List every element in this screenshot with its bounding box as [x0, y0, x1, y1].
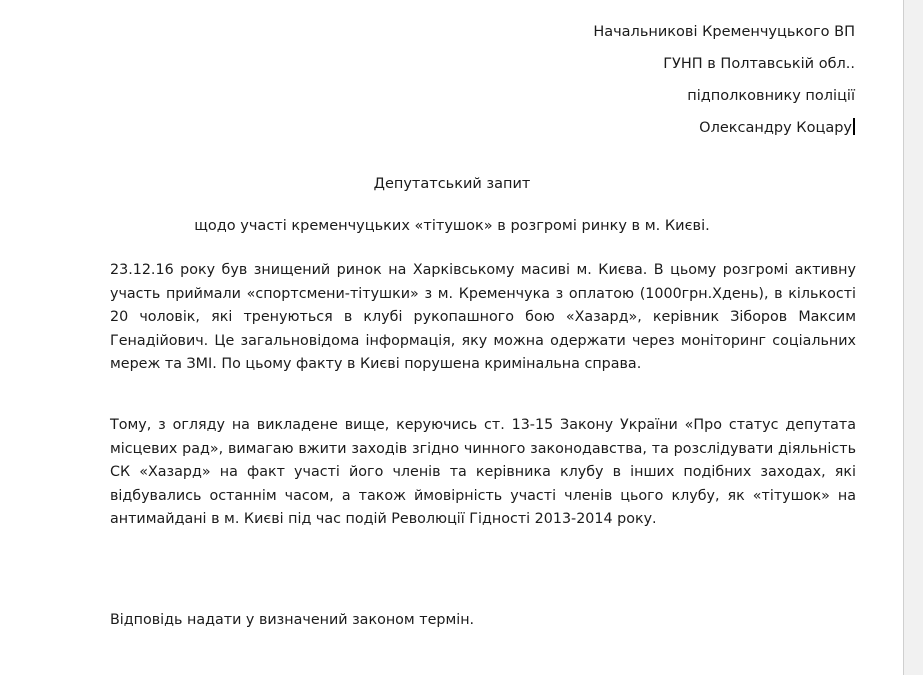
- addressee-line-2: ГУНП в Полтавській обл..: [663, 56, 855, 72]
- closing-line: Відповідь надати у визначений законом термін.: [110, 612, 475, 628]
- addressee-line-1: Начальникові Кременчуцького ВП: [593, 24, 855, 40]
- document-subtitle: щодо участі кременчуцьких «тітушок» в розгромі ринку в м. Києві.: [194, 218, 710, 234]
- body-paragraph-2: Тому, з огляду на викладене вище, керуючись ст. 13-15 Закону України «Про статус депутата місцевих рад», вимагаю вжити заходів згідно чинного законодавства, та розслідувати діяльність СК «Хазард» на факт участі його членів та керівника клубу в інших подібних заходах, які відбувались останнім часом, а також ймовірність участі членів цього клубу, як «тітушок» на антимайдані в м. Києві під час подій Революції Гідності 2013-2014 року.: [110, 417, 856, 527]
- addressee-name: Олександру Коцару: [699, 120, 852, 136]
- addressee-line-4: [593, 112, 855, 144]
- document-title: Депутатський запит: [373, 176, 531, 192]
- addressee-line-3: підполковнику поліції: [687, 88, 855, 104]
- body-paragraph-1: 23.12.16 року був знищений ринок на Харківському масиві м. Києва. В цьому розгромі активну участь приймали «спортсмени-тітушки» з м. Кременчука з оплатою (1000грн.Хдень), в кількості 20 чоловік, які тренуються в клубі рукопашного бою «Хазард», керівник Зіборов Максим Генадійович. Це загальновідома інформація, яку можна одержати через моніторинг соціальних мереж та ЗМІ. По цьому факту в Києві порушена кримінальна справа.: [110, 262, 856, 372]
- addressee-block: [593, 16, 855, 144]
- text-cursor: [853, 118, 855, 135]
